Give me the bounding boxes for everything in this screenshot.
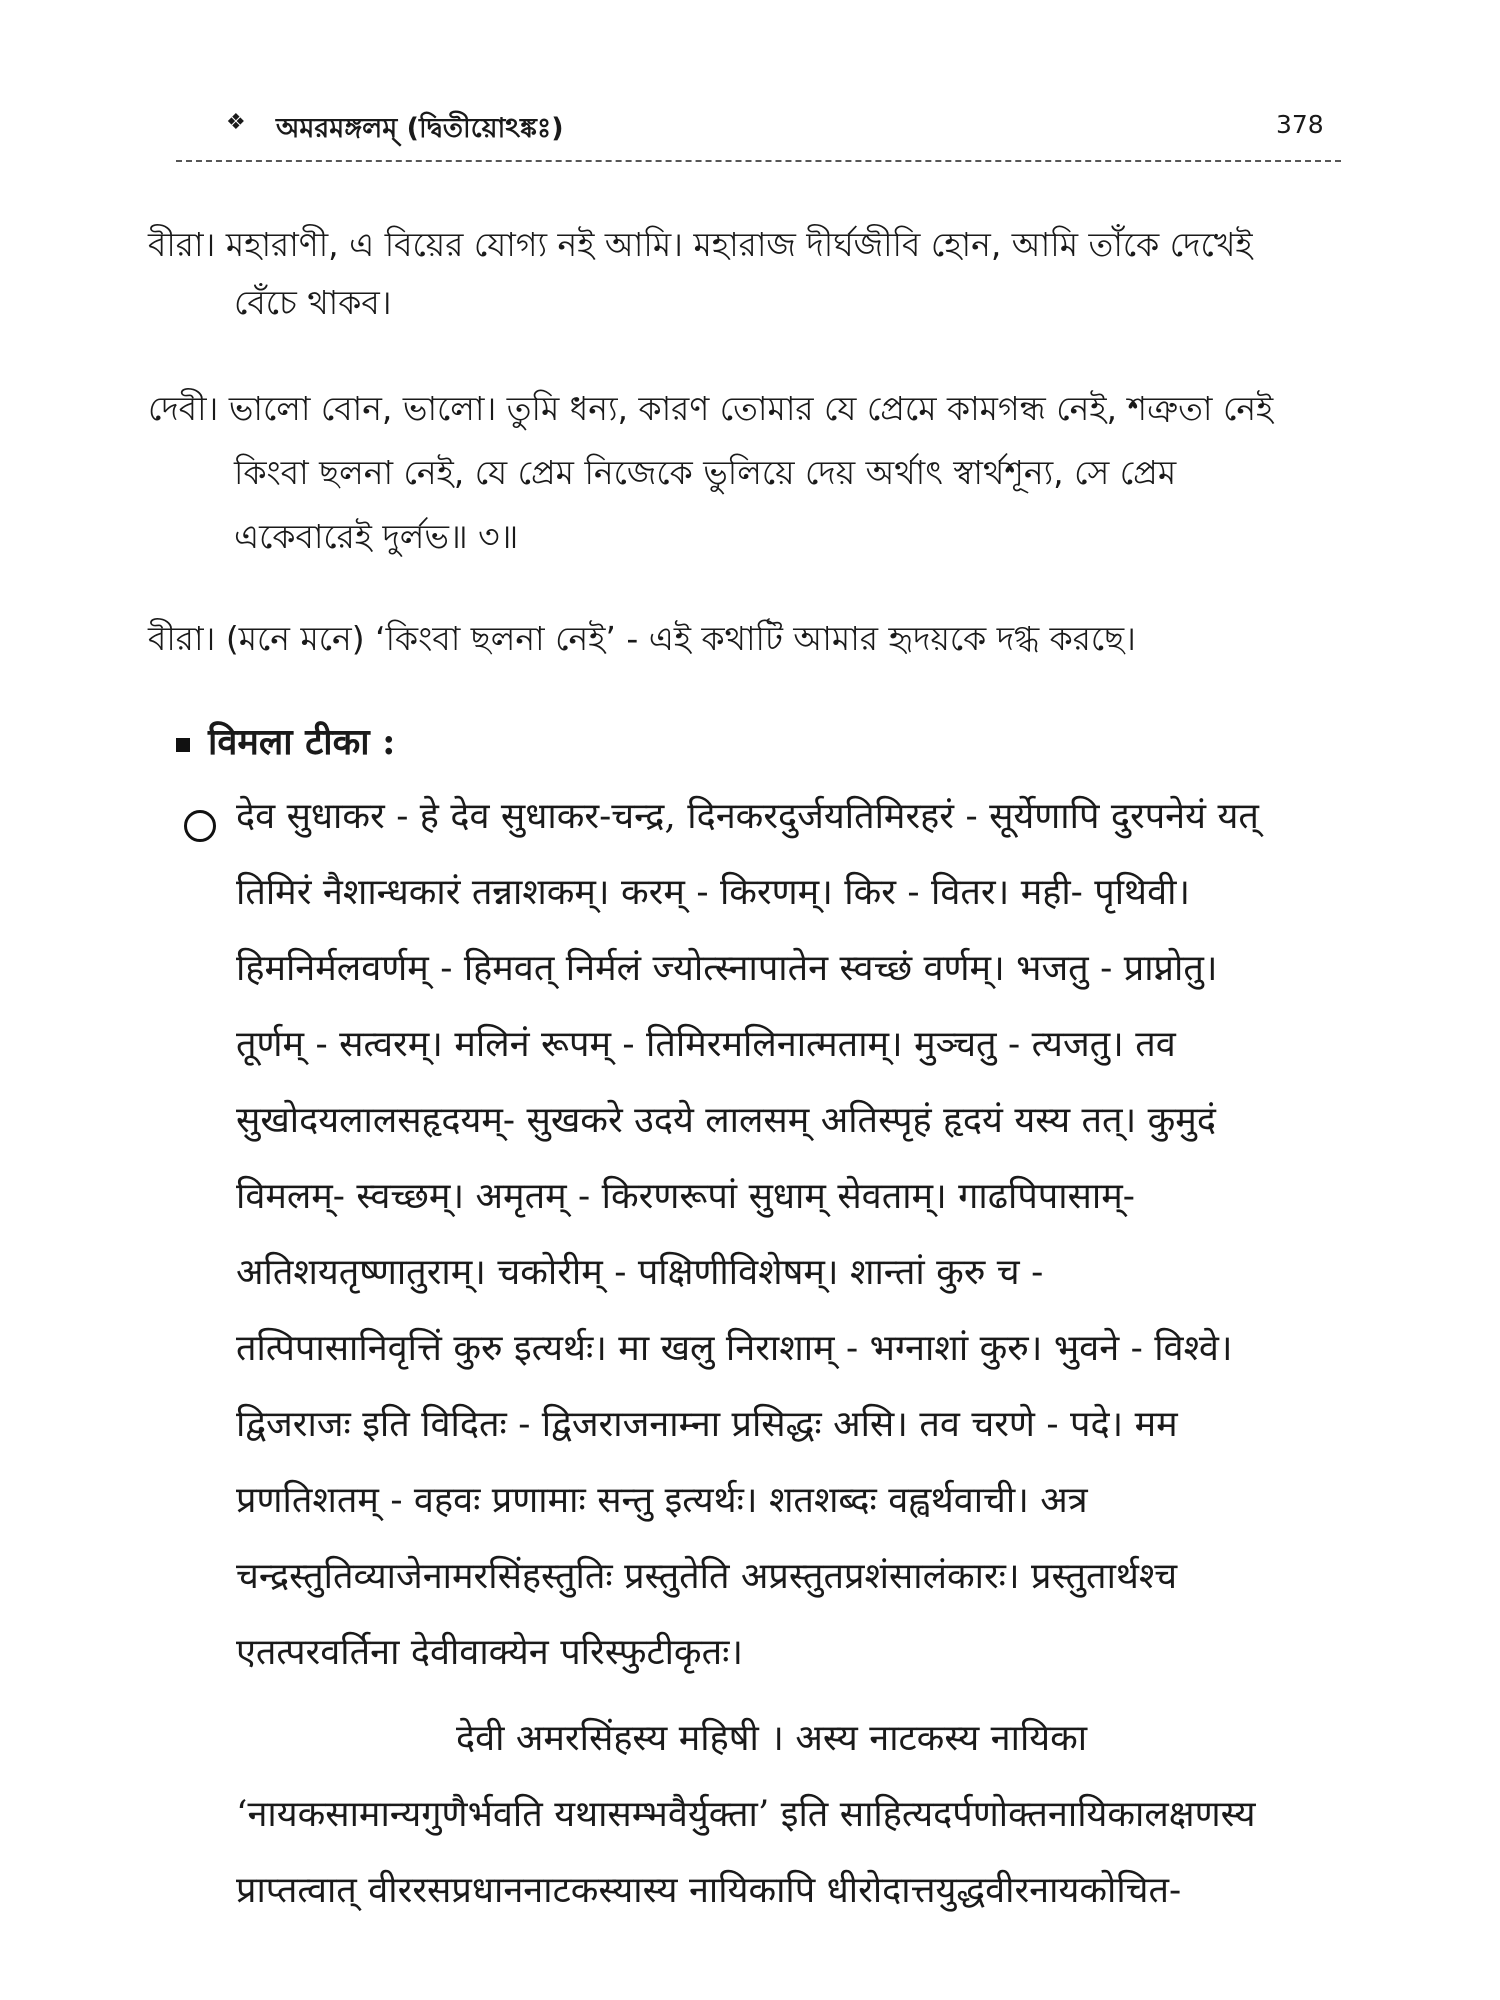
commentary-line: तूर्णम् - सत्वरम्। मलिनं रूपम् - तिमिरमलिनात्मताम्। मुञ्चतु - त्यजतु। तव <box>236 1024 1176 1065</box>
section-heading <box>176 716 395 765</box>
commentary-line: प्राप्तत्वात् वीररसप्रधाननाटकस्यास्य नायिकापि धीरोदात्तयुद्धवीरनायकोचित- <box>236 1870 1182 1911</box>
header-title: অমরমঙ্গলম্ (দ্বিতীয়োঽঙ্কঃ) <box>276 113 564 144</box>
commentary-line: चन्द्रस्तुतिव्याजेनामरसिंहस्तुतिः प्रस्तुतेति अप्रस्तुतप्रशंसालंकारः। प्रस्तुतार्थश्च <box>236 1556 1178 1597</box>
commentary-line: तत्पिपासानिवृत्तिं कुरु इत्यर्थः। मा खलु निराशाम् - भग्नाशां कुरु। भुवने - विश्वे। <box>236 1328 1233 1369</box>
dialogue-line: দেবী। ভালো বোন, ভালো। তুমি ধন্য, কারণ তোমার যে প্রেমে কামগন্ধ নেই, শত্রুতা নেই <box>148 389 1274 428</box>
commentary-line: सुखोदयलालसहृदयम्- सुखकरे उदये लालसम् अतिस्पृहं हृदयं यस्य तत्। कुमुदं <box>236 1100 1216 1141</box>
circle-bullet-icon <box>184 810 216 842</box>
page-number: 378 <box>1276 110 1324 139</box>
square-bullet-icon <box>176 738 190 752</box>
commentary-line: प्रणतिशतम् - वहवः प्रणामाः सन्तु इत्यर्थः। शतशब्दः वह्वर्थवाची। अत्र <box>236 1480 1088 1521</box>
commentary-line: हिमनिर्मलवर्णम् - हिमवत् निर्मलं ज्योत्स्नापातेन स्वच्छं वर्णम्। भजतु - प्राप्नोतु। <box>236 948 1218 989</box>
commentary-line: देवी अमरसिंहस्य महिषी । अस्य नाटकस्य नायिका <box>456 1718 1088 1759</box>
commentary-line: देव सुधाकर - हे देव सुधाकर-चन्द्र, दिनकरदुर्जयतिमिरहरं - सूर्येणापि दुरपनेयं यत् <box>236 796 1259 837</box>
header-divider <box>176 160 1341 162</box>
dialogue-line: কিংবা ছলনা নেই, যে প্রেম নিজেকে ভুলিয়ে দেয় অর্থাৎ স্বার্থশূন্য, সে প্রেম <box>234 453 1177 492</box>
dialogue-line: বীরা। (মনে মনে) ‘কিংবা ছলনা নেই’ - এই কথাটি আমার হৃদয়কে দগ্ধ করছে। <box>148 619 1136 658</box>
running-header <box>226 108 1326 148</box>
header-ornament: ❖ <box>226 110 246 135</box>
commentary-line: विमलम्- स्वच्छम्। अमृतम् - किरणरूपां सुधाम् सेवताम्। गाढपिपासाम्- <box>236 1176 1135 1217</box>
section-heading-text: विमला टीका : <box>208 721 396 763</box>
commentary-line: ‘नायकसामान्यगुणैर्भवति यथासम्भवैर्युक्ता’ इति साहित्यदर्पणोक्तनायिकालक्षणस्य <box>236 1794 1256 1835</box>
commentary-line: एतत्परवर्तिना देवीवाक्येन परिस्फुटीकृतः। <box>236 1632 744 1673</box>
dialogue-line: বীরা। মহারাণী, এ বিয়ের যোগ্য নই আমি। মহারাজ দীর্ঘজীবি হোন, আমি তাঁকে দেখেই <box>148 225 1253 264</box>
dialogue-line: বেঁচে থাকব। <box>234 283 392 322</box>
commentary-line: तिमिरं नैशान्धकारं तन्नाशकम्। करम् - किरणम्। किर - वितर। मही- पृथिवी। <box>236 872 1191 913</box>
commentary-line: अतिशयतृष्णातुराम्। चकोरीम् - पक्षिणीविशेषम्। शान्तां कुरु च - <box>236 1252 1044 1293</box>
dialogue-line: একেবারেই দুর্লভ॥ ৩॥ <box>234 517 519 556</box>
commentary-line: द्विजराजः इति विदितः - द्विजराजनाम्ना प्रसिद्धः असि। तव चरणे - पदे। मम <box>236 1404 1178 1445</box>
